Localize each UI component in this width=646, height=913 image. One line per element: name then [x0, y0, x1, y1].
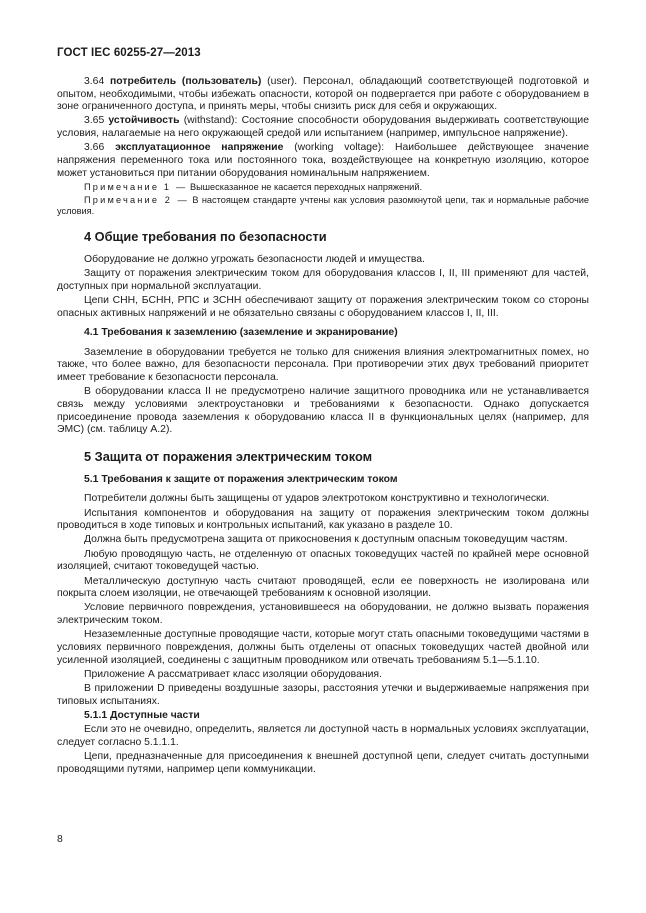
note-text: Вышесказанное не касается переходных напряжений. [189, 182, 422, 193]
section-5-1-paragraph: Должна быть предусмотрена защита от прикосновения к доступным опасным токоведущим частям. [84, 534, 568, 546]
section-4-1-paragraph: В оборудовании класса II не предусмотрено наличие защитного проводника или не устанавливается связь между условиями электроустановки и требованиями к безопасности. Однако допускается присоединение провода заземления к оборудованию класса II в функциональных целях (например, для ЭМС) (см. таблицу А.2). [57, 386, 589, 436]
section-5-1-heading: 5.1 Требования к защите от поражения электрическим током [84, 473, 398, 485]
section-4-heading: 4 Общие требования по безопасности [84, 228, 327, 244]
section-5-1-paragraph: Приложение А рассматривает класс изоляции оборудования. [84, 668, 382, 680]
term-name: потребитель (пользователь) [110, 76, 262, 87]
note-2 [57, 195, 589, 217]
section-4-paragraph: Оборудование не должно угрожать безопасности людей и имущества. [84, 253, 425, 265]
term-name: устойчивость [108, 115, 180, 127]
term-name: эксплуатационное напряжение [115, 142, 284, 154]
term-definition: Наибольшее действующее значение напряжения переменного тока или постоянного тока, воздействующее на конкретную изоляцию, которое может установиться при питании оборудования номинальным напряжением. [57, 142, 590, 179]
section-5-1-paragraph: Испытания компонентов и оборудования на защиту от поражения электрическим током должны проводиться в ходе типовых и контрольных испытаний, как указано в разделе 10. [57, 507, 589, 532]
note-label: Примечание 2 — [84, 194, 189, 205]
section-5-1-paragraph: Любую проводящую часть, не отделенную от опасных токоведущих частей по крайней мере основной изоляцией, считают токоведущей частью. [57, 548, 589, 573]
standard-header: ГОСТ IEC 60255-27—2013 [57, 47, 201, 59]
page-number: 8 [57, 834, 63, 845]
section-5-heading: 5 Защита от поражения электрическим током [84, 448, 373, 464]
section-5-1-paragraph: Условие первичного повреждения, установившееся на оборудовании, не должно вызвать поражения электрическим током. [57, 602, 589, 627]
term-3-65 [57, 115, 589, 140]
section-5-1-paragraph: Незаземленные доступные проводящие части, которые могут стать опасными токоведущими частями в условиях первичного повреждения, должны быть отделены от опасных токоведущих частей двойной или усиленной изоляцией, соединены с защитным проводником или отвечать требованиям 5.1—5.1.10. [57, 629, 589, 666]
term-english: (user). [267, 76, 298, 87]
section-5-1-paragraph: Металлическую доступную часть считают проводящей, если ее поверхность не изолирована или покрыта слоем изоляции, не отвечающей требованиям к основной изоляции. [57, 575, 589, 600]
page-body [57, 76, 589, 778]
term-3-64 [57, 76, 589, 114]
section-4-paragraph: Цепи СНН, БСНН, РПС и ЗСНН обеспечивают защиту от поражения электрическим током со стороны опасных активных напряжений и не обязательно связаны с оборудованием классов I, II, III. [57, 295, 589, 319]
term-number: 3.64 [84, 76, 105, 87]
section-4-1-heading: 4.1 Требования к заземлению (заземление и экранирование) [84, 327, 398, 339]
section-5-1-1-paragraph: Цепи, предназначенные для присоединения к внешней доступной цепи, следует считать доступными проводящими путями, например цепи коммуникации. [57, 751, 589, 775]
term-definition: Состояние способности оборудования выдерживать соответствующие условия, налагаемые на него окружающей средой или испытанием (например, импульсное напряжение). [57, 115, 589, 140]
term-english: (working voltage): [294, 142, 385, 154]
section-5-1-1-heading: 5.1.1 Доступные части [84, 709, 200, 721]
section-5-1-1-paragraph: Если это не очевидно, определить, является ли доступной часть в нормальных условиях эксплуатации, следует согласно 5.1.1.1. [57, 724, 589, 748]
section-4-paragraph: Защиту от поражения электрическим током для оборудования классов I, II, III применяют для частей, доступных при нормальной эксплуатации. [57, 268, 589, 292]
term-english: (withstand): [183, 115, 238, 127]
note-label: Примечание 1 — [84, 182, 188, 193]
note-text: В настоящем стандарте учтены как условия разомкнутой цепи, так и нормальные рабочие условия. [57, 194, 589, 216]
term-3-66 [57, 142, 589, 180]
section-5-1-paragraph: Потребители должны быть защищены от ударов электротоком конструктивно и технологически. [84, 493, 550, 505]
section-5-1-paragraph: В приложении D приведены воздушные зазоры, расстояния утечки и выдерживаемые напряжения при типовых испытаниях. [57, 683, 589, 707]
note-1 [57, 182, 589, 193]
section-4-1-paragraph: Заземление в оборудовании требуется не только для снижения влияния электромагнитных помех, но также, что более важно, для безопасности персонала. При противоречии этих двух требований приоритет имеет требование к безопасности персонала. [57, 346, 589, 384]
term-number: 3.66 [84, 142, 105, 154]
term-number: 3.65 [84, 115, 105, 127]
term-definition: Персонал, обладающий соответствующей подготовкой и опытом, необходимыми, чтобы избежать опасности, которой он подвергается при работе с оборудованием в зоне ограниченного доступа, и принять меры, чтобы снизить риск для себя и окружающих. [57, 76, 590, 113]
